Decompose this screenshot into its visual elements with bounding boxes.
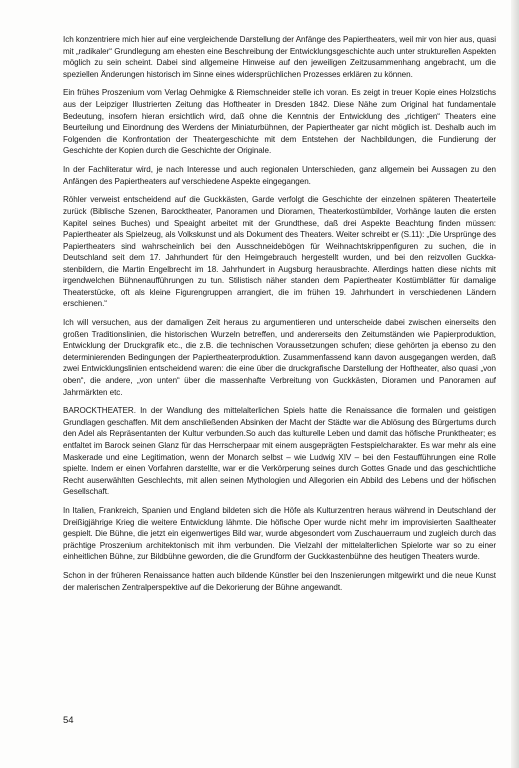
page-number: 54 <box>63 715 74 726</box>
paragraph-proszenium: Ein frühes Proszenium vom Verlag Oehmigke & Riemschneider stelle ich voran. Es zeigt in treuer Kopie eines Holzstichs aus der Leipziger Illustrierten Zeitung das Hoftheater in Dresden 1842. Diese Nähe zum Original hat fundamentale Bedeutung, insofern hieran ersichtlich wird, daß ohne die Kenntnis der Entwicklung des „richtigen“ Theaters eine Beurteilung und Einordnung des Werdens der Miniaturbühnen, der Papiertheater gar nicht möglich ist. Deshalb auch im Folgenden die Konfrontation der Theatergeschichte mit dem Entstehen der Nachbildungen, die Fundierung der Geschichte der Kopien durch die Geschichte der Originale. <box>63 88 496 156</box>
paragraph-intro: Ich konzentriere mich hier auf eine vergleichende Darstellung der Anfänge des Papiertheaters, weil mir von hier aus, quasi mit „radikaler“ Grundlegung am ehesten eine Beschreibung der Entwicklungsgeschichte auch unter strukturellen Aspekten möglich zu sein scheint. Dabei sind allgemeine Hinweise auf den jeweiligen Zeitzusammenhang angebracht, um die speziellen Änderungen historisch im Sinne eines widersprüchlichen Prozesses erklären zu können. <box>63 35 496 79</box>
paragraph-renaissance: Schon in der früheren Renaissance hatten auch bildende Künstler bei den Inszenierungen mitgewirkt und die neue Kunst der malerischen Zentralperspektive auf die Dekorierung der Bühne angewandt. <box>63 571 496 592</box>
paragraph-roehler: Röhler verweist entscheidend auf die Guckkästen, Garde verfolgt die Geschichte der einzelnen späteren Theaterteile zurück (Biblische Szenen, Barocktheater, Panoramen und Dioramen, Theaterkostümbilder, Vorhänge lauten die ersten Kapitel seines Buches) und Speaight arbeitet mit der Grundthese, daß drei Aspekte Beachtung finden müssen: Papiertheater als Spielzeug, als Volkskunst und als Dokument des Theaters. Weiter schreibt er (S.11): „Die Ursprünge des Papiertheaters sind wahrscheinlich bei den Ausschneidebögen für Weihnachtskrippenfiguren zu suchen, die in Deutschland seit dem 17. Jahrhundert für den Heimgebrauch hergestellt wurden, und bei den reizvollen Guckkastenbildern, die Martin Engelbrecht im 18. Jahrhundert in Augsburg herausbrachte. Allerdings hatten diese nichts mit irgendwelchen Bühnenaufführungen zu tun. Stilistisch näher standen dem Papiertheater Kostümblätter für damalige Theaterstücke, oft als kleine Figurengruppen arrangiert, die im frühen 19. Jahrhundert in verschiedenen Ländern erschienen.“ <box>63 195 496 309</box>
body-text <box>63 34 496 593</box>
paragraph-barocktheater: BAROCKTHEATER. In der Wandlung des mittelalterlichen Spiels hatte die Renaissance die formalen und geistigen Grundlagen geschaffen. Mit dem anschließenden Absinken der Macht der Städte war die Ablösung des Bürgertums durch den Adel als Repräsentanten der Kultur verbunden.So auch das kulturelle Leben und damit das höfische Prunktheater; es entfaltet im Barock seinen Glanz für das Herrscherpaar mit einem ausgeprägten Festspielcharakter. Es war mehr als eine Maskerade und eine Legitimation, wenn der Monarch selbst – wie Ludwig XIV – bei den Festaufführungen eine Rolle spielte. Indem er einen Vorfahren darstellte, war er die Verkörperung seines durch Gottes Gnade und das geschichtliche Recht auserwählten Geschlechts, mit allen seinen Mythologien und Allegorien ein Abbild des Lebens und der höfischen Gesellschaft. <box>63 406 496 497</box>
paragraph-fachliteratur: In der Fachliteratur wird, je nach Interesse und auch regionalen Unterschieden, ganz allgemein bei Aussagen zu den Anfängen des Papiertheaters auf verschiedene Aspekte eingegangen. <box>63 165 496 186</box>
paragraph-entwicklungslinien: Ich will versuchen, aus der damaligen Zeit heraus zu argumentieren und unterscheide dabei zwischen einerseits den großen Traditionslinien, die historischen Wurzeln betreffen, und andererseits den Zeitumständen wie Papierproduktion, Entwicklung der Druckgrafik etc., die z.B. die technischen Voraussetzungen schufen; diese gehörten ja ebenso zu den determinierenden Bedingungen der Papiertheaterproduktion. Zusammenfassend kann davon ausgegangen werden, daß zwei Entwicklungslinien entscheidend waren: die eine über die druckgrafische Darstellung der Hoftheater, also quasi „von oben“, die andere, „von unten“ über die massenhafte Verbreitung von Guckkästen, Dioramen und Panoramen auf Jahrmärkten etc. <box>63 318 496 397</box>
paragraph-hoefe: In Italien, Frankreich, Spanien und England bildeten sich die Höfe als Kulturzentren heraus während in Deutschland der Dreißigjährige Krieg die weitere Entwicklung lähmte. Die höfische Oper wurde nicht mehr im improvisierten Saaltheater gespielt. Die Bühne, die jetzt ein eigenwertiges Bild war, wurde abgesondert vom Zuschauerraum und zugleich durch das prächtige Proszenium architektonisch mit ihm verbunden. Die Vielzahl der mittelalterlichen Spielorte war so zu einer einheitlichen Bühne, zur Bildbühne geworden, die die Grundform der Guckkastenbühne des heutigen Theaters wurde. <box>63 506 496 562</box>
page-edge-shadow <box>511 0 519 768</box>
